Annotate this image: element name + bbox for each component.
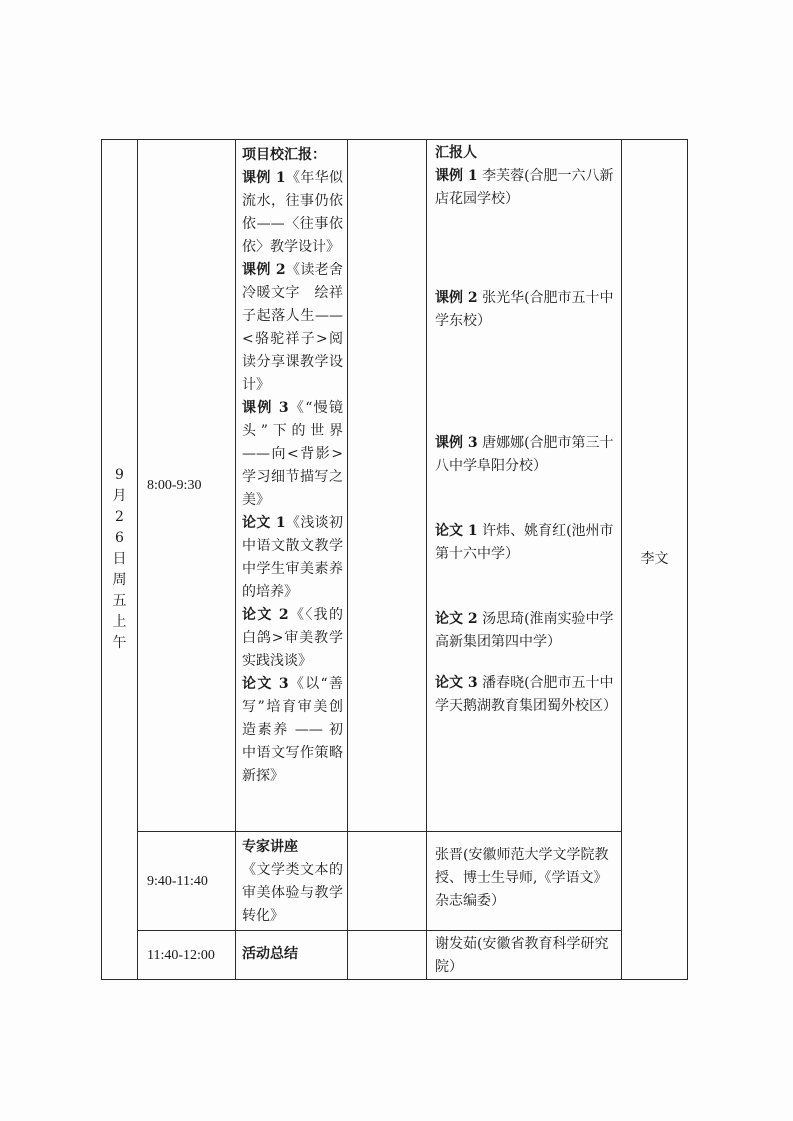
- reporter-item: [435, 432, 617, 478]
- reporter-item: [435, 165, 617, 211]
- time-cell: [138, 931, 236, 980]
- section-heading: 项目校汇报：: [242, 147, 326, 163]
- content-cell: [236, 140, 348, 832]
- reporter-text: 谢发茹(安徽省教育科学研究院）: [435, 936, 609, 975]
- reporter-text: 张光华(合肥市五十中学东校）: [435, 290, 614, 329]
- lecture-title: 《文学类文本的审美体验与教学转化》: [242, 862, 343, 924]
- reporter-cell: [427, 832, 622, 931]
- item-text: 《读老舍冷暖文字 绘祥子起落人生——<骆驼祥子>阅读分享课教学设计》: [242, 262, 343, 393]
- reporter-item: [435, 672, 617, 718]
- date-cell: [102, 140, 138, 980]
- list-item: [242, 259, 343, 397]
- content-cell: [236, 931, 348, 980]
- reporter-label: 课例 3: [435, 435, 478, 451]
- list-item: [242, 397, 343, 512]
- empty-cell: [348, 140, 427, 832]
- reporter-text: 许炜、姚育红(池州市第十六中学）: [435, 523, 614, 562]
- reporter-item: [435, 287, 617, 333]
- reporter-item: [435, 520, 617, 566]
- content-cell: [236, 832, 348, 931]
- reporter-text: 李芙蓉(合肥一六八新店花园学校）: [435, 168, 614, 207]
- host-name: 李文: [640, 551, 669, 567]
- reporter-text: 潘春晓(合肥市五十中学天鹅湖教育集团蜀外校区）: [435, 675, 617, 714]
- item-label: 论文 3: [242, 676, 289, 692]
- reporter-label: 论文 2: [435, 611, 478, 627]
- reporter-text: 汤思琦(淮南实验中学高新集团第四中学）: [435, 611, 614, 650]
- reporter-heading: 汇报人: [435, 145, 477, 161]
- item-label: 课例 1: [242, 170, 286, 186]
- item-text: 《〈我的白鸽>审美教学实践浅谈》: [242, 607, 343, 669]
- reporter-text: 唐娜娜(合肥市第三十八中学阜阳分校）: [435, 435, 614, 474]
- item-text: 《年华似流水，往事仍依依——〈往事依依〉教学设计》: [242, 170, 343, 255]
- reporter-label: 论文 3: [435, 675, 478, 691]
- session-time: 8:00-9:30: [147, 478, 202, 493]
- table-row: [102, 931, 688, 980]
- item-text: 《以“善写”培育审美创造素养 —— 初中语文写作策略新探》: [242, 676, 343, 784]
- list-item: [242, 604, 343, 673]
- item-label: 课例 2: [242, 262, 286, 278]
- session-time: 11:40-12:00: [147, 947, 215, 963]
- table-row: [102, 140, 688, 832]
- item-label: 论文 1: [242, 515, 286, 531]
- reporter-item: [435, 608, 617, 654]
- reporter-text: 张晋(安徽师范大学文学院教授、博士生导师,《学语文》杂志编委）: [435, 847, 609, 909]
- list-item: [242, 512, 343, 604]
- reporter-label: 论文 1: [435, 523, 478, 539]
- reporter-cell: [427, 140, 622, 832]
- empty-cell: [348, 832, 427, 931]
- list-item: [242, 673, 343, 788]
- section-heading: 专家讲座: [242, 839, 298, 855]
- reporter-label: 课例 2: [435, 290, 478, 306]
- time-cell: [138, 140, 236, 832]
- item-text: 《浅谈初中语文散文教学中学生审美素养的培养》: [242, 515, 343, 600]
- item-text: 《“慢镜头”下的世界——向<背影>学习细节描写之美》: [242, 400, 343, 508]
- list-item: [242, 167, 343, 259]
- empty-cell: [348, 931, 427, 980]
- item-label: 论文 2: [242, 607, 289, 623]
- session-time: 9:40-11:40: [147, 873, 208, 889]
- item-label: 课例 3: [242, 400, 289, 416]
- section-heading: 活动总结: [242, 945, 298, 962]
- table-row: [102, 832, 688, 931]
- schedule-table: [101, 139, 688, 980]
- reporter-cell: [427, 931, 622, 980]
- reporter-label: 课例 1: [435, 168, 478, 184]
- date-text: 9月26日周五上午: [112, 466, 127, 651]
- host-cell: [622, 140, 688, 980]
- time-cell: [138, 832, 236, 931]
